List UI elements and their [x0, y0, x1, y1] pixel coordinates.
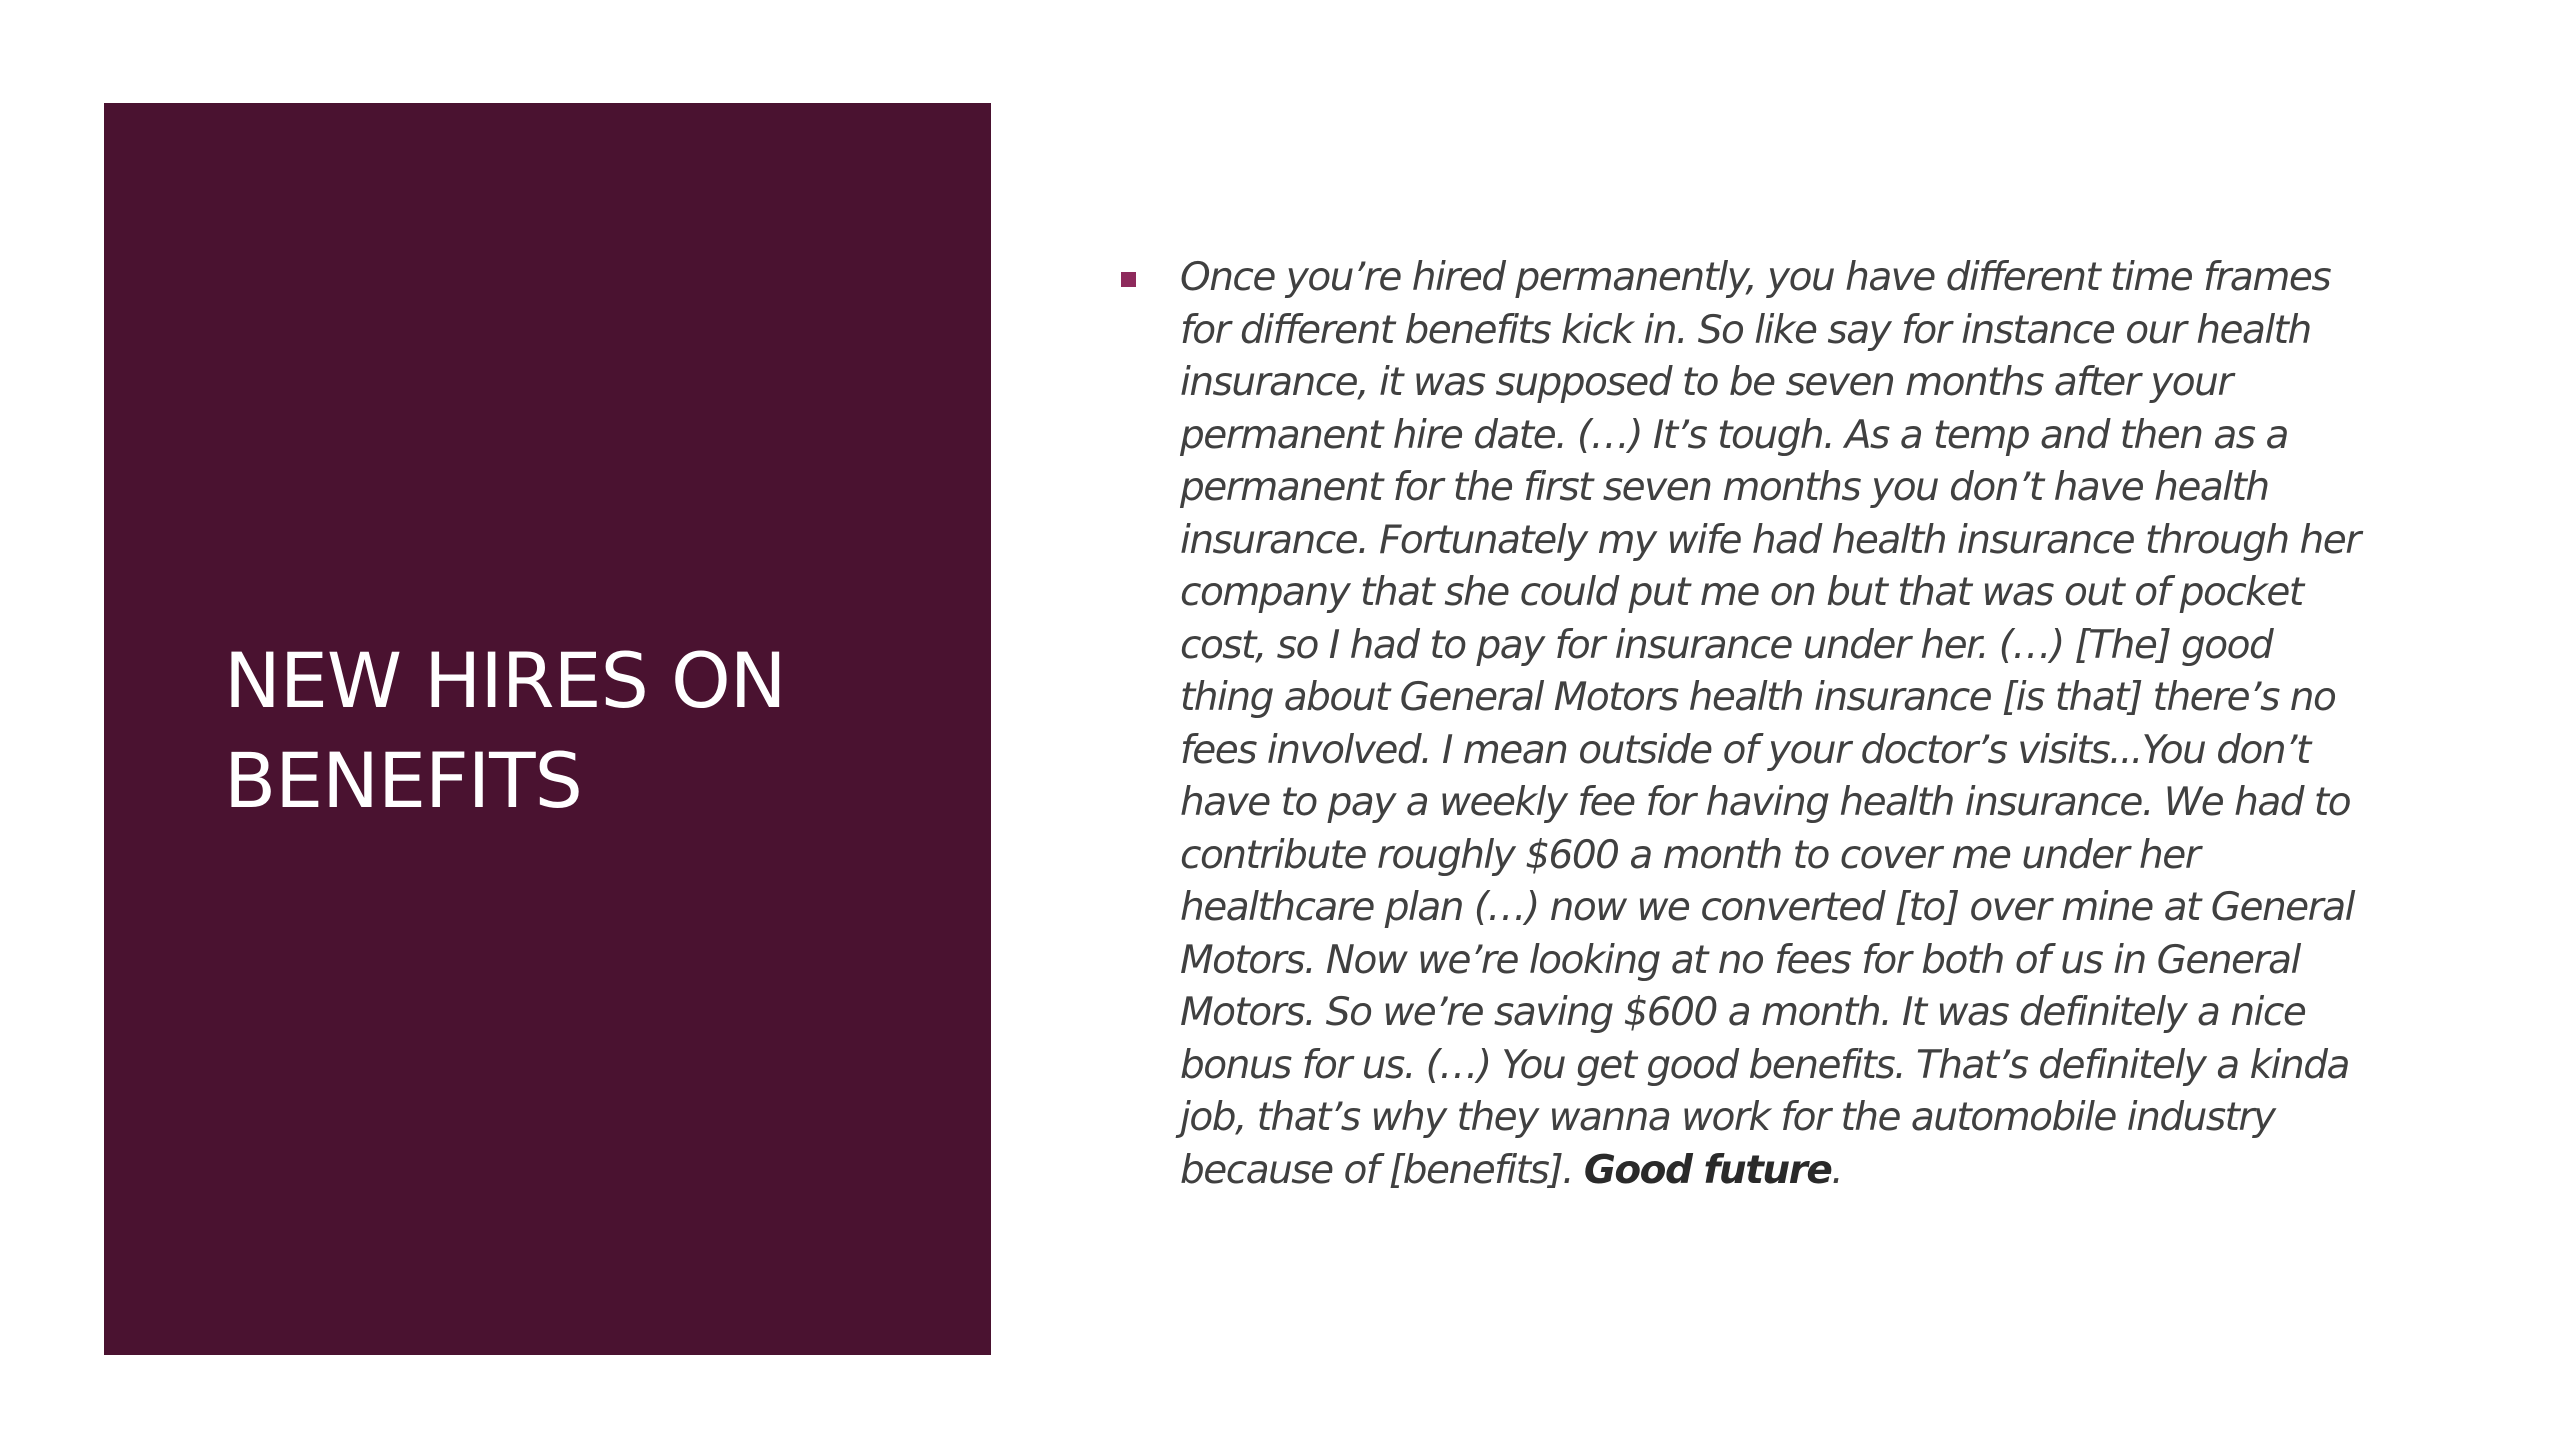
quote-line: permanent for the first seven months you don’t have health	[1180, 465, 2269, 510]
quote-line: insurance. Fortunately my wife had health insurance through her	[1180, 517, 2360, 563]
quote-last-line	[1180, 1145, 2438, 1198]
content-area	[1118, 252, 2438, 1197]
quote-line: healthcare plan (…) now we converted [to] over mine at General	[1180, 885, 2354, 930]
slide-title: NEW HIRES ON BENEFITS	[224, 636, 786, 825]
bullet-item	[1118, 252, 2438, 1197]
quote-line: Motors. So we’re saving $600 a month. It was definitely a nice	[1180, 990, 2306, 1035]
quote-line: bonus for us. (…) You get good benefits. That’s definitely a kinda	[1180, 1042, 2349, 1088]
square-bullet-icon	[1121, 272, 1136, 287]
quote-line: have to pay a weekly fee for having health insurance. We had to	[1180, 780, 2351, 825]
quote-line: job, that’s why they wanna work for the automobile industry	[1180, 1095, 2275, 1140]
quote-line: permanent hire date. (…) It’s tough. As a temp and then as a	[1180, 412, 2288, 458]
quote-line: Once you’re hired permanently, you have different time frames	[1180, 255, 2331, 300]
quote-line: contribute roughly $600 a month to cover me under her	[1180, 832, 2200, 878]
quote-line: cost, so I had to pay for insurance under her. (…) [The] good	[1180, 622, 2273, 668]
title-panel	[104, 103, 991, 1355]
quote-text	[1180, 252, 2438, 1197]
quote-last-line-prefix: because of [benefits].	[1180, 1147, 1584, 1193]
quote-line: insurance, it was supposed to be seven months after your	[1180, 360, 2232, 405]
quote-line: company that she could put me on but that was out of pocket	[1180, 570, 2303, 615]
quote-line: fees involved. I mean outside of your doctor’s visits...You don’t	[1180, 727, 2310, 773]
quote-last-line-suffix: .	[1831, 1147, 1843, 1193]
quote-line: thing about General Motors health insurance [is that] there’s no	[1180, 675, 2336, 720]
quote-emphasis: Good future	[1583, 1147, 1832, 1193]
quote-line: for different benefits kick in. So like say for instance our health	[1180, 307, 2311, 353]
quote-line: Motors. Now we’re looking at no fees for both of us in General	[1180, 937, 2300, 983]
